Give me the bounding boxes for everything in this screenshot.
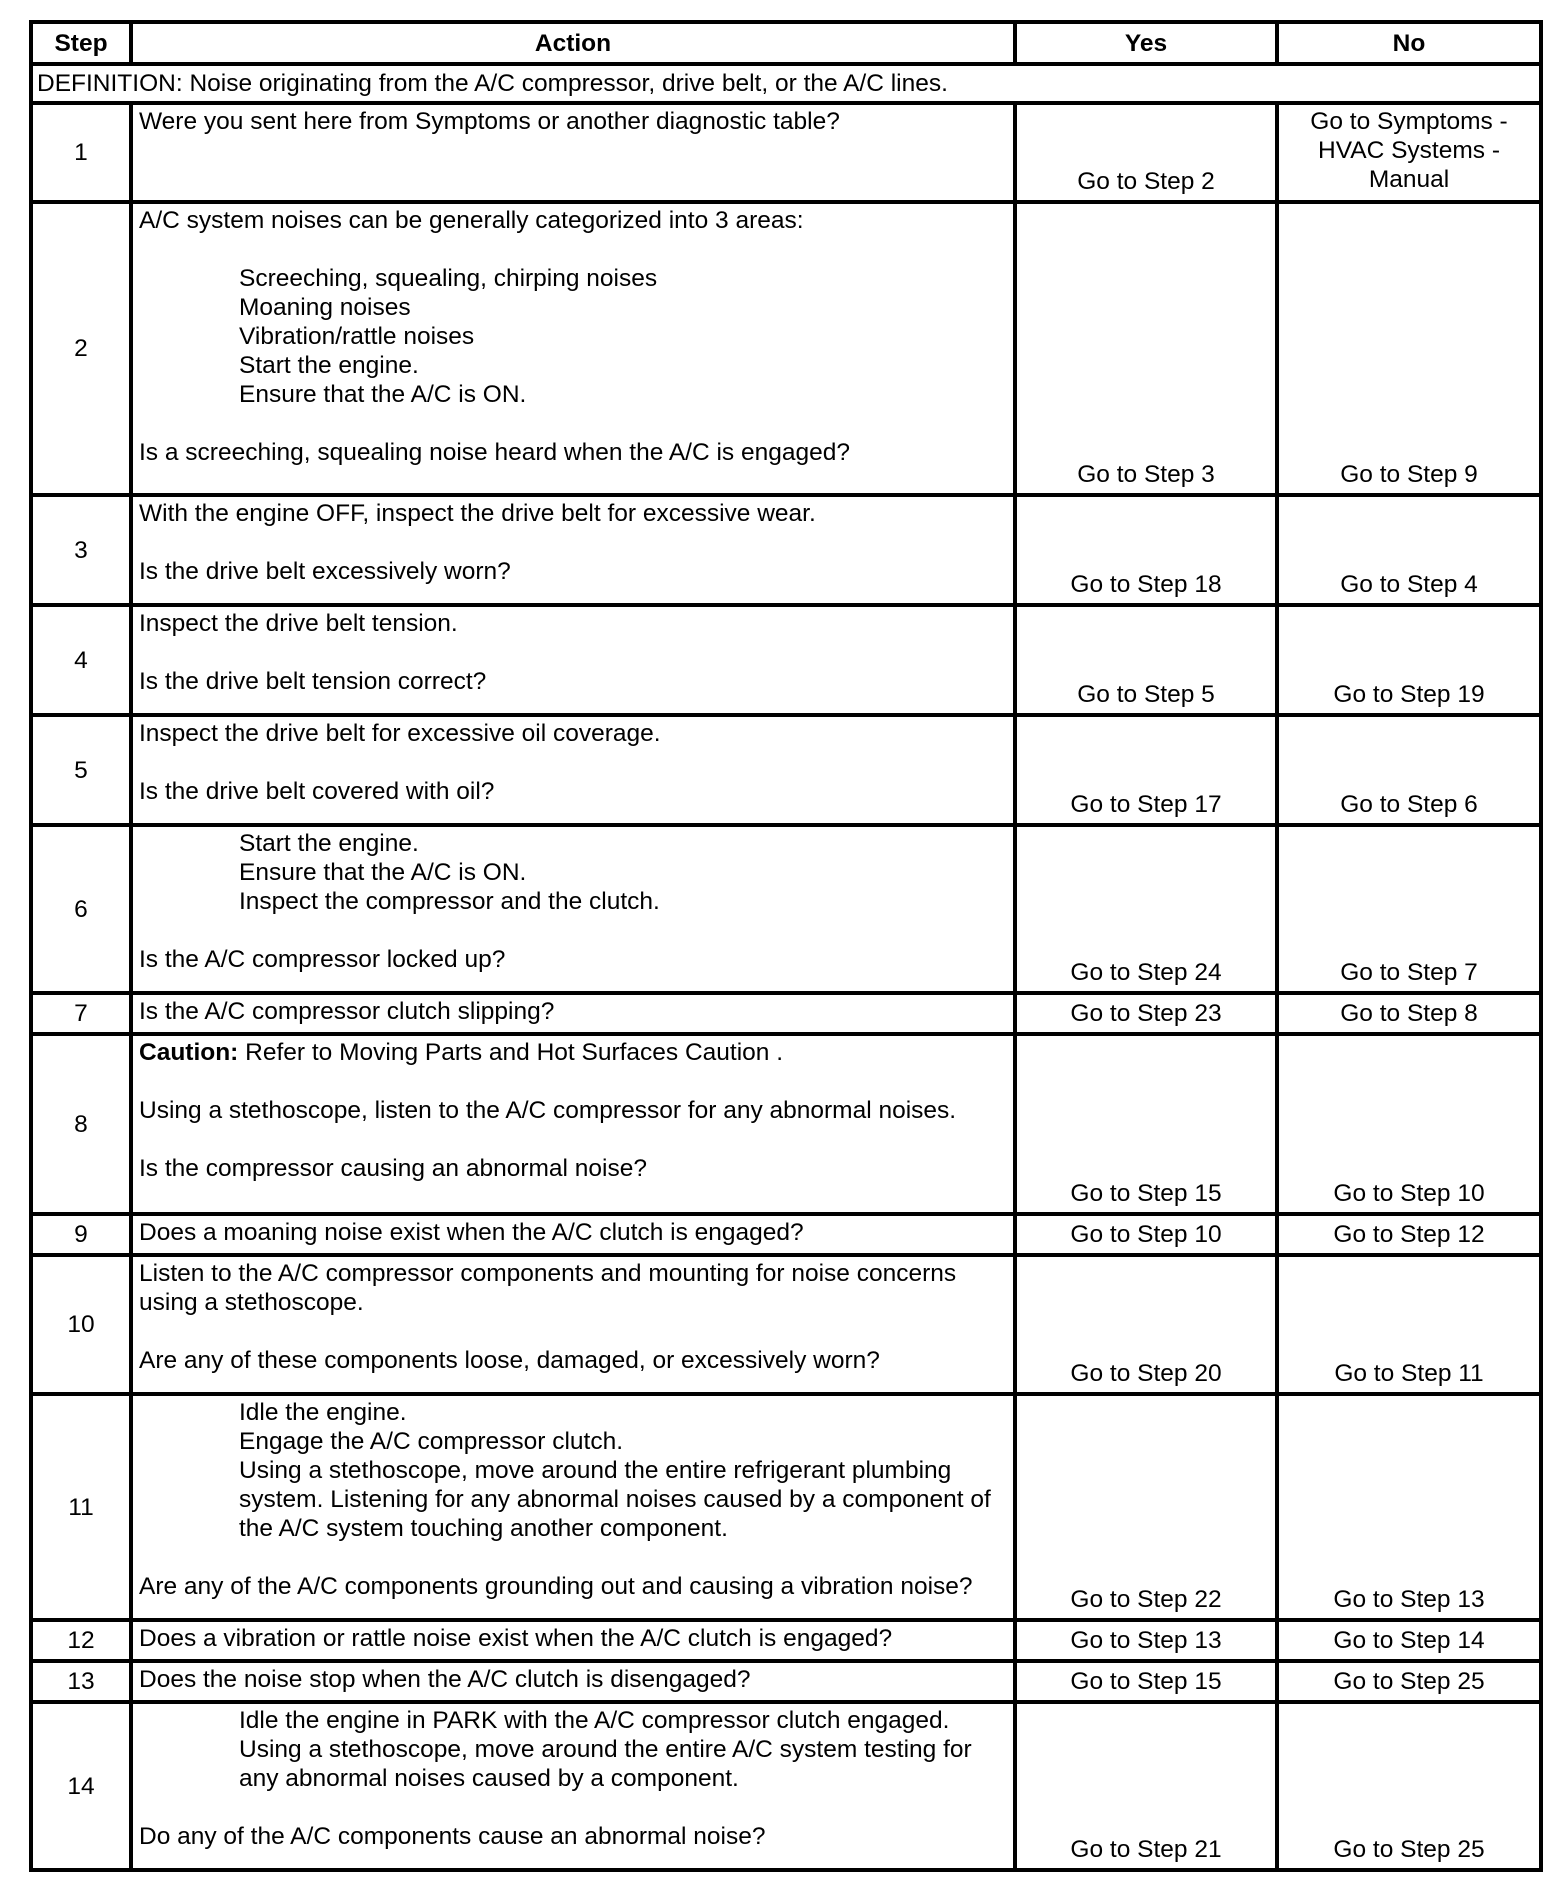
list-item: Ensure that the A/C is ON. xyxy=(239,381,527,408)
question-text: Does the noise stop when the A/C clutch is disengaged? xyxy=(139,1666,751,1693)
action-cell xyxy=(131,1702,1015,1870)
question-text: Are any of these components loose, damaged, or excessively worn? xyxy=(139,1347,880,1374)
yes-result: Go to Step 13 xyxy=(1015,1620,1277,1661)
question-text: Do any of the A/C components cause an abnormal noise? xyxy=(139,1823,766,1850)
header-step: Step xyxy=(31,22,131,64)
yes-result: Go to Step 15 xyxy=(1015,1661,1277,1702)
step-number: 5 xyxy=(31,715,131,825)
step-number: 7 xyxy=(31,993,131,1034)
step-number: 8 xyxy=(31,1034,131,1214)
intro-text: Inspect the drive belt tension. xyxy=(139,610,458,637)
action-cell xyxy=(131,1034,1015,1214)
yes-result: Go to Step 20 xyxy=(1015,1255,1277,1394)
table-row xyxy=(31,1034,1541,1214)
action-cell xyxy=(131,715,1015,825)
intro-text: Inspect the drive belt for excessive oil coverage. xyxy=(139,720,661,747)
action-cell xyxy=(131,825,1015,993)
header-no: No xyxy=(1277,22,1541,64)
no-result: Go to Step 10 xyxy=(1277,1034,1541,1214)
no-result: Go to Step 25 xyxy=(1277,1661,1541,1702)
table-row xyxy=(31,1661,1541,1702)
question-text: Does a vibration or rattle noise exist when the A/C clutch is engaged? xyxy=(139,1625,893,1652)
table-row xyxy=(31,1214,1541,1255)
table-row xyxy=(31,1620,1541,1661)
action-cell xyxy=(131,1255,1015,1394)
list-item: Start the engine. xyxy=(239,830,419,857)
question-text: Is the A/C compressor locked up? xyxy=(139,946,506,973)
diagnostic-table xyxy=(29,20,1543,1872)
step-number: 3 xyxy=(31,495,131,605)
table-row xyxy=(31,1255,1541,1394)
table-row xyxy=(31,1702,1541,1870)
table-row xyxy=(31,1394,1541,1620)
no-result: Go to Step 4 xyxy=(1277,495,1541,605)
list-item: Inspect the compressor and the clutch. xyxy=(239,888,660,915)
table-row xyxy=(31,715,1541,825)
no-result: Go to Step 6 xyxy=(1277,715,1541,825)
yes-result: Go to Step 3 xyxy=(1015,202,1277,495)
list-item: Start the engine. xyxy=(239,352,419,379)
no-result: Go to Step 25 xyxy=(1277,1702,1541,1870)
list-item: Moaning noises xyxy=(239,294,411,321)
intro-text: With the engine OFF, inspect the drive belt for excessive wear. xyxy=(139,500,816,527)
no-result: Go to Step 19 xyxy=(1277,605,1541,715)
caution-line xyxy=(139,1038,1009,1067)
no-result: Go to Step 13 xyxy=(1277,1394,1541,1620)
no-result: Go to Step 12 xyxy=(1277,1214,1541,1255)
yes-result: Go to Step 24 xyxy=(1015,825,1277,993)
intro-text: Listen to the A/C compressor components and mounting for noise concerns using a stethoscope. xyxy=(139,1260,963,1316)
step-number: 13 xyxy=(31,1661,131,1702)
table-row xyxy=(31,605,1541,715)
list-item: Engage the A/C compressor clutch. xyxy=(239,1428,624,1455)
question-text: Is the drive belt covered with oil? xyxy=(139,778,495,805)
step-number: 6 xyxy=(31,825,131,993)
no-result: Go to Step 9 xyxy=(1277,202,1541,495)
no-result: Go to Step 11 xyxy=(1277,1255,1541,1394)
no-result: Go to Step 8 xyxy=(1277,993,1541,1034)
list-item: Using a stethoscope, move around the entire refrigerant plumbing system. Listening for any abnormal noises caused by a component of the A/C system touching another component. xyxy=(239,1457,991,1542)
action-cell xyxy=(131,1214,1015,1255)
question-text: Is a screeching, squealing noise heard when the A/C is engaged? xyxy=(139,439,850,466)
header-row xyxy=(31,22,1541,64)
action-cell xyxy=(131,495,1015,605)
caution-text: Refer to Moving Parts and Hot Surfaces Caution . xyxy=(238,1039,784,1066)
yes-result: Go to Step 5 xyxy=(1015,605,1277,715)
definition-text: DEFINITION: Noise originating from the A/C compressor, drive belt, or the A/C lines. xyxy=(31,64,1541,103)
list-item: Vibration/rattle noises xyxy=(239,323,475,350)
action-cell xyxy=(131,605,1015,715)
step-number: 2 xyxy=(31,202,131,495)
caution-label: Caution: xyxy=(139,1039,239,1066)
action-cell xyxy=(131,1394,1015,1620)
list-item: Idle the engine in PARK with the A/C compressor clutch engaged. xyxy=(239,1707,950,1734)
action-cell xyxy=(131,1661,1015,1702)
yes-result: Go to Step 18 xyxy=(1015,495,1277,605)
header-action: Action xyxy=(131,22,1015,64)
table-row xyxy=(31,202,1541,495)
question-text: Is the A/C compressor clutch slipping? xyxy=(139,998,555,1025)
intro-text: A/C system noises can be generally categorized into 3 areas: xyxy=(139,207,804,234)
list-item: Screeching, squealing, chirping noises xyxy=(239,265,658,292)
question-text: Is the compressor causing an abnormal noise? xyxy=(139,1155,647,1182)
table-row xyxy=(31,993,1541,1034)
step-number: 1 xyxy=(31,103,131,202)
list-item: Ensure that the A/C is ON. xyxy=(239,859,527,886)
list-item: Idle the engine. xyxy=(239,1399,407,1426)
no-result: Go to Step 14 xyxy=(1277,1620,1541,1661)
table-row xyxy=(31,825,1541,993)
intro-text: Using a stethoscope, listen to the A/C compressor for any abnormal noises. xyxy=(139,1097,957,1124)
yes-result: Go to Step 10 xyxy=(1015,1214,1277,1255)
yes-result: Go to Step 21 xyxy=(1015,1702,1277,1870)
yes-result: Go to Step 22 xyxy=(1015,1394,1277,1620)
question-text: Were you sent here from Symptoms or another diagnostic table? xyxy=(139,108,840,135)
step-number: 12 xyxy=(31,1620,131,1661)
table-row xyxy=(31,495,1541,605)
step-number: 14 xyxy=(31,1702,131,1870)
question-text: Does a moaning noise exist when the A/C clutch is engaged? xyxy=(139,1219,804,1246)
yes-result: Go to Step 23 xyxy=(1015,993,1277,1034)
definition-row xyxy=(31,64,1541,103)
table-row xyxy=(31,103,1541,202)
no-result: Go to Step 7 xyxy=(1277,825,1541,993)
question-text: Are any of the A/C components grounding out and causing a vibration noise? xyxy=(139,1573,973,1600)
yes-result: Go to Step 17 xyxy=(1015,715,1277,825)
step-number: 4 xyxy=(31,605,131,715)
question-text: Is the drive belt tension correct? xyxy=(139,668,487,695)
action-cell xyxy=(131,993,1015,1034)
step-number: 11 xyxy=(31,1394,131,1620)
action-cell xyxy=(131,202,1015,495)
yes-result: Go to Step 2 xyxy=(1015,103,1277,202)
action-cell xyxy=(131,1620,1015,1661)
header-yes: Yes xyxy=(1015,22,1277,64)
no-result: Go to Symptoms - HVAC Systems - Manual xyxy=(1277,103,1541,202)
step-number: 9 xyxy=(31,1214,131,1255)
question-text: Is the drive belt excessively worn? xyxy=(139,558,511,585)
list-item: Using a stethoscope, move around the entire A/C system testing for any abnormal noises caused by a component. xyxy=(239,1736,972,1792)
yes-result: Go to Step 15 xyxy=(1015,1034,1277,1214)
step-number: 10 xyxy=(31,1255,131,1394)
action-cell xyxy=(131,103,1015,202)
